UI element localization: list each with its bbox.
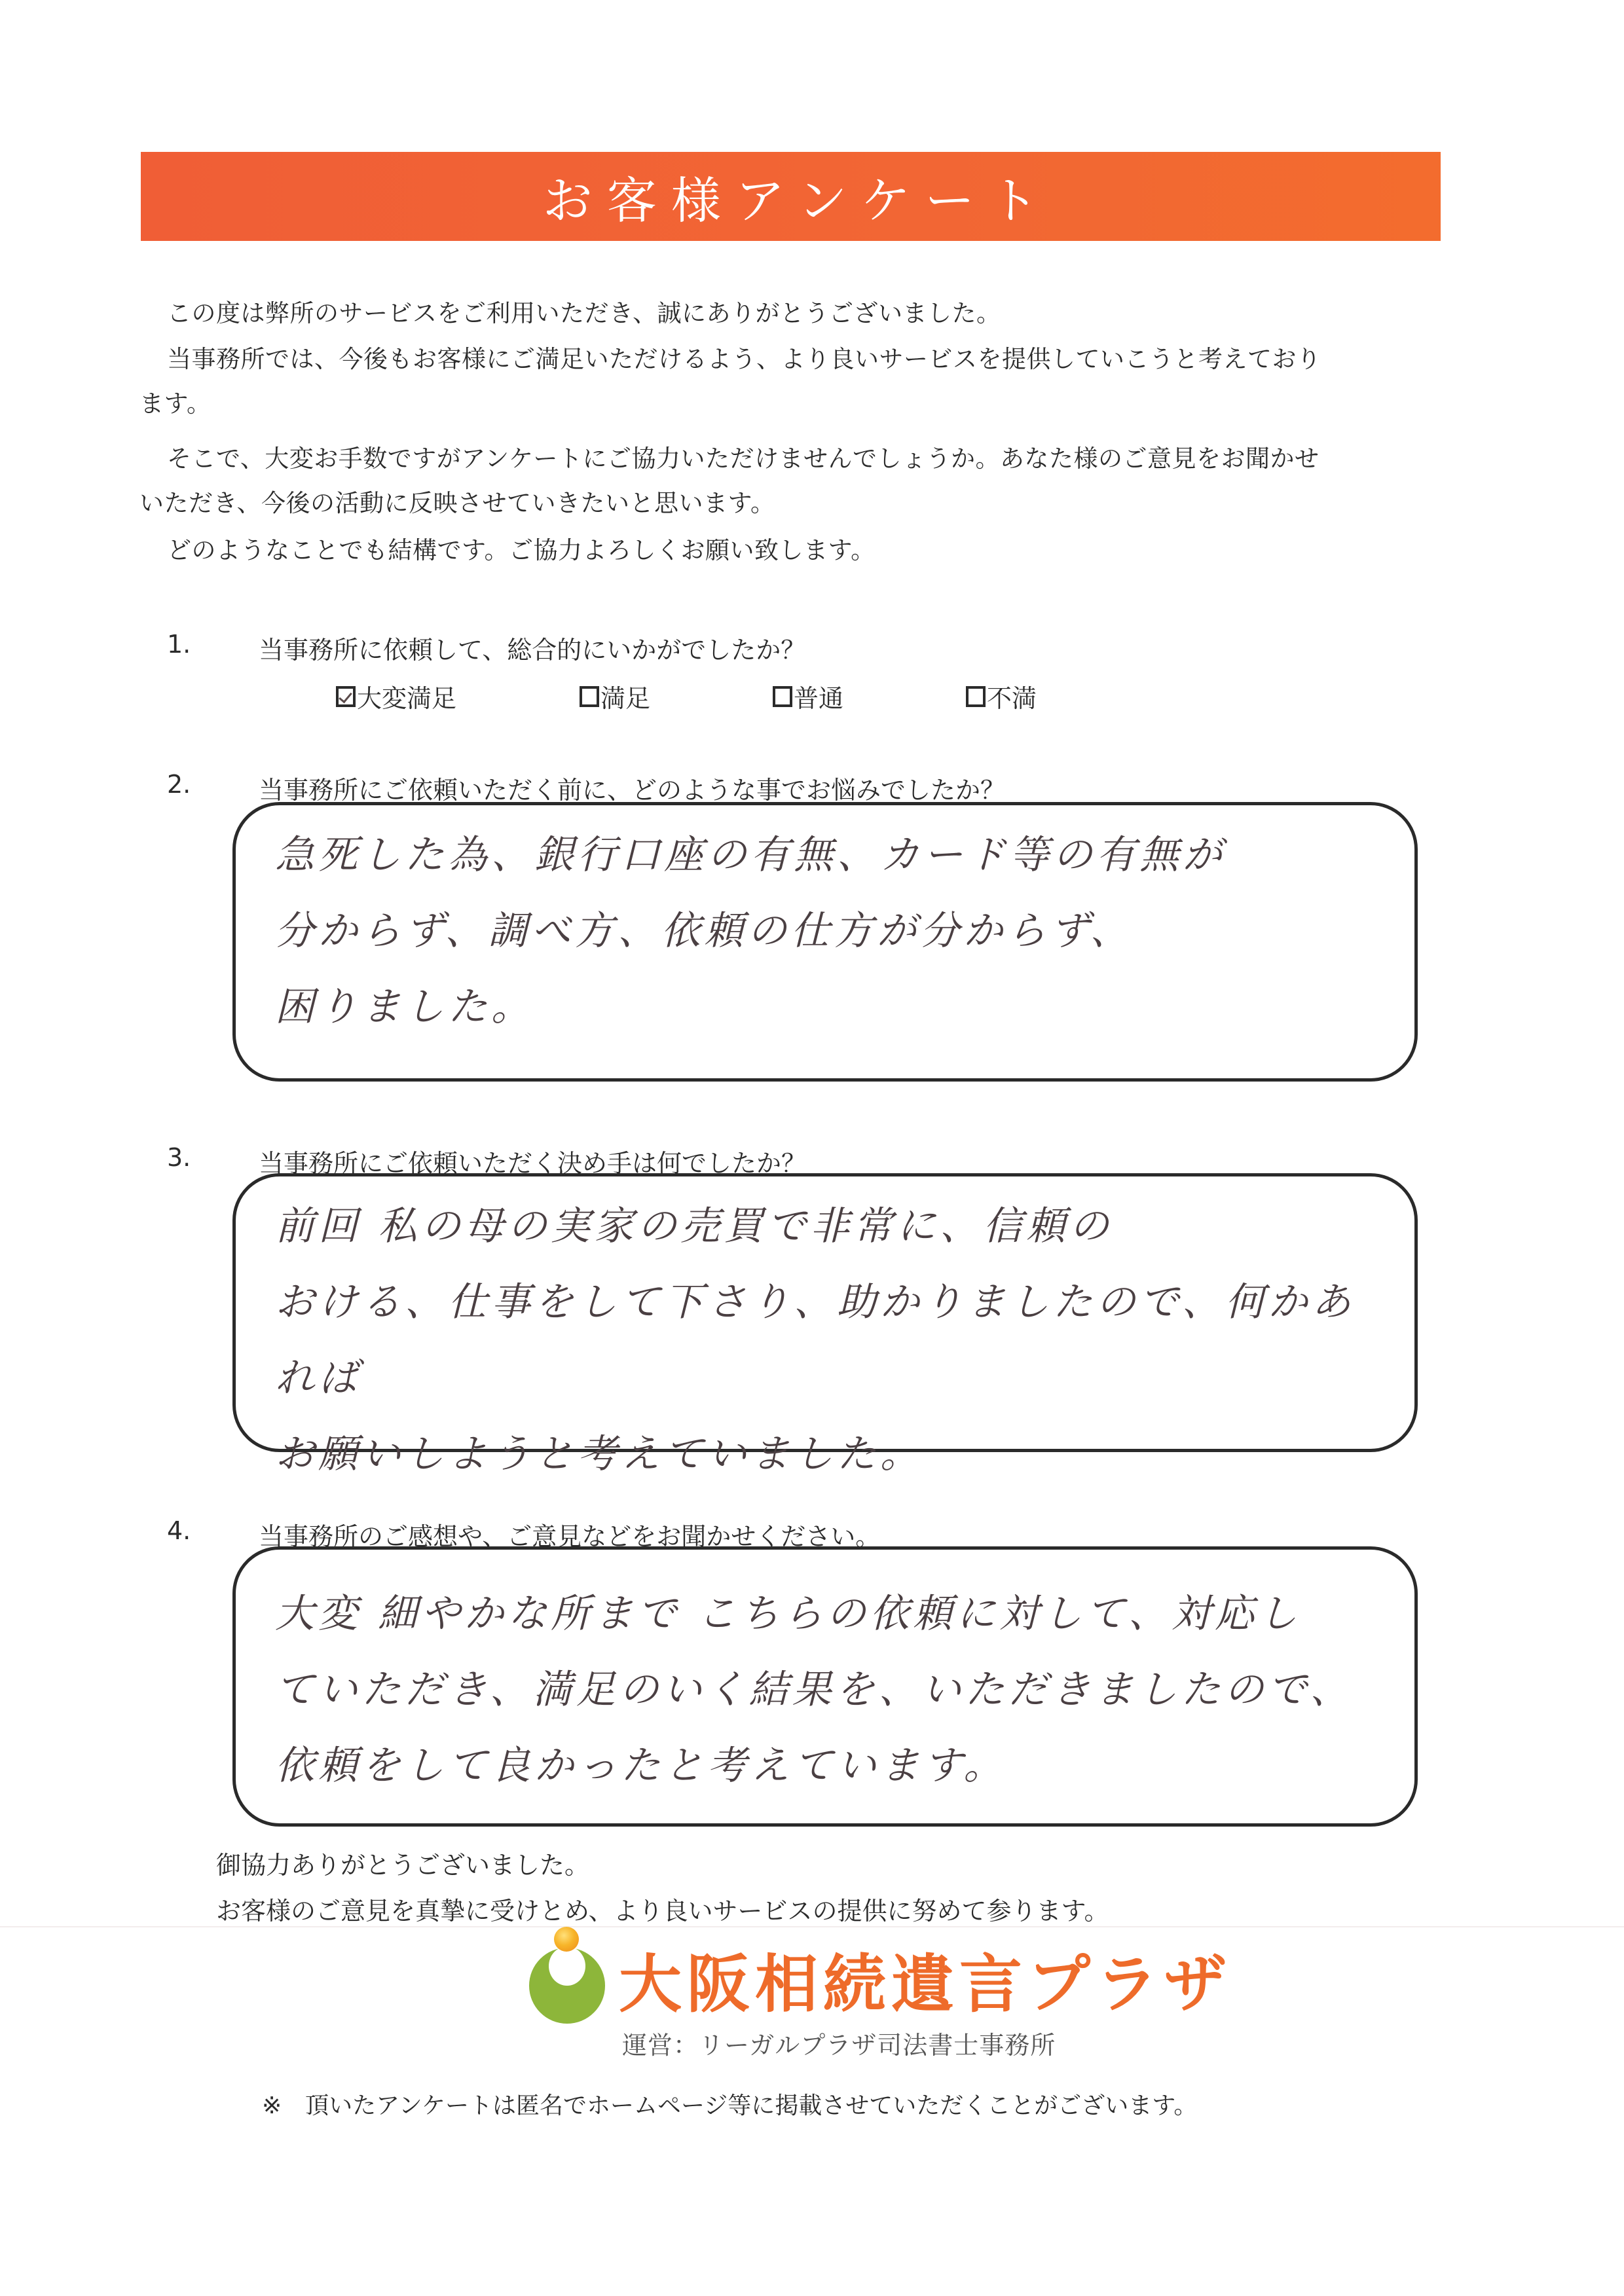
anonymity-note: ※ 頂いたアンケートは匿名でホームページ等に掲載させていただくことがございます。 [262,2092,1198,2119]
handwritten-answer-4 [275,1576,1375,1804]
question-4-text: 当事務所のご感想や、ご意見などをお聞かせください。 [259,1522,881,1551]
question-1-text: 当事務所に依頼して、総合的にいかがでしたか？ [259,636,806,665]
logo-green-circle-icon [529,1948,605,2024]
answer-line: 大変 細やかな所まで こちらの依頼に対して、対応し [275,1591,1301,1637]
answer-line: お願いしようと考えていました。 [275,1431,923,1477]
checkbox-icon[interactable] [966,686,986,707]
intro-line-5: いただき、今後の活動に反映させていきたいと思います。 [139,489,775,517]
option-very-satisfied[interactable] [336,678,456,714]
question-4-number: 4. [167,1516,191,1545]
handwritten-answer-2 [275,817,1375,1045]
intro-line-1: この度は弊所のサービスをご利用いただき、誠にありがとうございました。 [167,299,1001,327]
answer-box-3[interactable] [232,1173,1418,1477]
answer-line: ていただき、満足のいく結果を、いただきましたので、 [275,1667,1354,1713]
checkbox-checked-icon[interactable] [336,686,356,707]
question-2-number: 2. [167,770,191,799]
answer-box-2[interactable] [232,802,1418,1082]
logo-operator: 運営：リーガルプラザ司法書士事務所 [622,2031,1056,2060]
question-3-text: 当事務所にご依頼いただく決め手は何でしたか？ [259,1149,807,1178]
checkbox-icon[interactable] [773,686,792,707]
option-neutral[interactable] [773,678,843,714]
checkbox-icon[interactable] [580,686,599,707]
answer-line: おける、仕事をして下さり、助かりましたので、何かあれば [275,1279,1355,1401]
title-banner [141,152,1441,241]
intro-line-6: どのようなことでも結構です。ご協力よろしくお願い致します。 [167,536,876,564]
option-satisfied[interactable] [580,678,650,714]
answer-line: 依頼をして良かったと考えています。 [275,1743,1007,1789]
logo-cutout [549,1946,585,1986]
page-title: お客様アンケート [542,171,1054,230]
answer-box-4[interactable] [232,1546,1418,1827]
option-dissatisfied[interactable] [966,678,1037,714]
company-logo [524,1922,1232,2060]
logo-name: 大阪相続遺言プラザ [619,1948,1232,2021]
handwritten-answer-3 [275,1188,1375,1492]
intro-line-2: 当事務所では、今後もお客様にご満足いただけるよう、より良いサービスを提供していこうと考えており [167,345,1321,373]
logo-orange-ball-icon [554,1927,579,1952]
answer-line: 分からず、調べ方、依頼の仕方が分からず、 [275,908,1134,954]
question-1-number: 1. [167,630,191,659]
answer-line: 前回 私の母の実家の売買で非常に、信頼の [275,1203,1113,1249]
question-2-text: 当事務所にご依頼いただく前に、どのような事でお悩みでしたか？ [259,776,1006,805]
option-label: 大変満足 [357,684,457,713]
answer-line: 困りました。 [275,984,534,1030]
intro-line-4: そこで、大変お手数ですがアンケートにご協力いただけませんでしょうか。あなた様のご意見をお聞かせ [167,445,1320,473]
option-label: 満足 [600,684,651,713]
intro-line-3: ます。 [139,390,212,418]
answer-line: 急死した為、銀行口座の有無、カード等の有無が [275,832,1226,878]
closing-thanks: 御協力ありがとうございました。 [216,1851,590,1880]
closing-commitment: お客様のご意見を真摯に受けとめ、より良いサービスの提供に努めて参ります。 [216,1897,1109,1925]
option-label: 普通 [794,684,844,713]
question-3-number: 3. [167,1143,191,1172]
option-label: 不満 [987,684,1037,713]
